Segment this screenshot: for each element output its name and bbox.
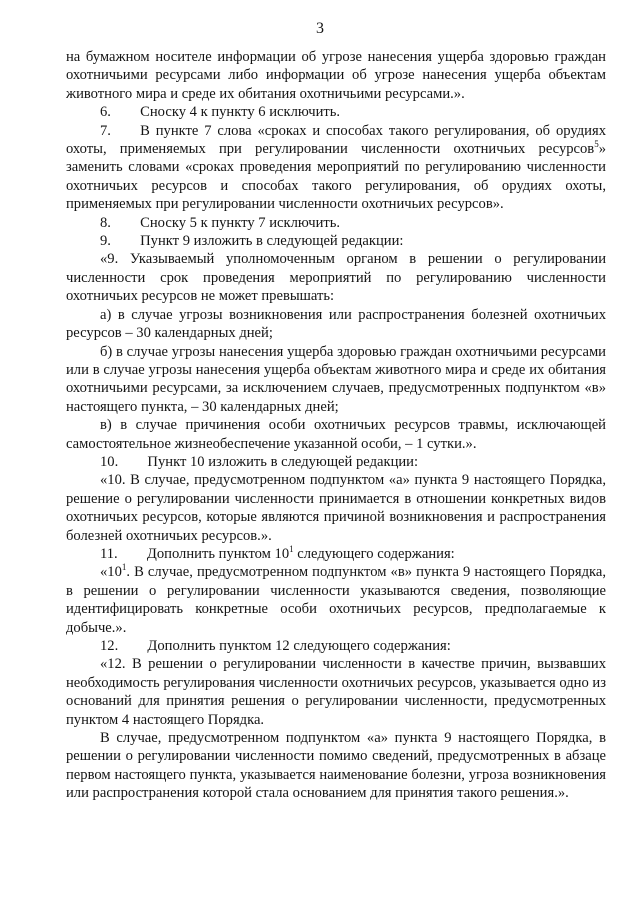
footnote-superscript: 1 (121, 562, 127, 573)
document-body (66, 48, 606, 803)
paragraph-text: 8. Сноску 5 к пункту 7 исключить. (100, 214, 341, 231)
footnote-superscript: 1 (289, 544, 294, 555)
paragraph-text: 7. В пункте 7 слова «сроках и способах такого регулирования, об орудиях охоты, применяемых при регулировании численности охотничьих ресурсов (66, 122, 606, 158)
paragraph (66, 729, 606, 803)
paragraph-text-continued: . В случае, предусмотренном подпунктом «в» пункта 9 настоящего Порядка, в решении о регулировании численности указываются сведения, позволяющие идентифицировать конкретные особи охотничьих ресурсов, предполагаемые к добыче.». (66, 564, 606, 636)
paragraph-text: «10 (100, 564, 122, 581)
paragraph (66, 232, 606, 250)
paragraph (66, 250, 606, 305)
paragraph (66, 416, 606, 453)
footnote-superscript: 5 (594, 139, 599, 150)
paragraph-text: 9. Пункт 9 изложить в следующей редакции: (100, 233, 404, 250)
paragraph-text: б) в случае угрозы нанесения ущерба здоровью граждан охотничьими ресурсами или в случае угрозы нанесения ущерба объектам животного мира и среде их обитания охотничьими ресурсами, за исключением случаев, предусмотренных подпунктом «в» настоящего пункта, – 30 календарных дней; (66, 343, 606, 415)
paragraph (66, 545, 606, 563)
paragraph (66, 343, 606, 417)
paragraph-text: на бумажном носителе информации об угрозе нанесения ущерба здоровью граждан охотничьими ресурсами либо информации об угрозе нанесения ущерба объектам животного мира и среде их обитания охотничьими ресурсами.». (66, 49, 606, 102)
paragraph-text: 11. Дополнить пунктом 10 (100, 545, 290, 562)
paragraph-text: В случае, предусмотренном подпунктом «а» пункта 9 настоящего Порядка, в решении о регулировании численности помимо сведений, предусмотренных в абзаце первом настоящего пункта, указывается наименование болезни, угроза возникновения или распространения которой стала основанием для принятия такого решения.». (66, 730, 606, 802)
paragraph-text: в) в случае причинения особи охотничьих ресурсов травмы, исключающей самостоятельное жизнеобеспечение указанной особи, – 1 сутки.». (66, 417, 606, 452)
paragraph (66, 122, 606, 214)
paragraph (66, 214, 606, 232)
paragraph (66, 655, 606, 729)
paragraph (66, 637, 606, 655)
page-number: 3 (316, 20, 324, 37)
paragraph-text: а) в случае угрозы возникновения или распространения болезней охотничьих ресурсов – 30 календарных дней; (66, 306, 606, 342)
paragraph (66, 471, 606, 545)
paragraph (66, 563, 606, 637)
paragraph-text-continued: » заменить словами «сроках проведения мероприятий по регулированию численности охотничьих ресурсов и способах такого регулирования, об орудиях охоты, применяемых при регулировании численности охотничьих ресурсов». (66, 141, 606, 213)
paragraph-text: «10. В случае, предусмотренном подпунктом «а» пункта 9 настоящего Порядка, решение о регулировании численности принимается в отношении конкретных видов охотничьих ресурсов, которые являются причиной возникновения и распространения болезней охотничьих ресурсов.». (66, 472, 606, 544)
paragraph-text: «12. В решении о регулировании численности в качестве причин, вызвавших необходимость регулирования численности охотничьих ресурсов, указывается одно из оснований для принятия решения о регулировании численности, предусмотренных пунктом 4 настоящего Порядка. (66, 656, 606, 728)
paragraph-text: «9. Указываемый уполномоченным органом в решении о регулировании численности срок проведения мероприятий по регулированию численности охотничьих ресурсов не может превышать: (66, 251, 606, 305)
paragraph (66, 306, 606, 343)
paragraph (66, 48, 606, 103)
paragraph-text: 12. Дополнить пунктом 12 следующего содержания: (100, 638, 451, 654)
paragraph (66, 453, 606, 471)
paragraph-text: 10. Пункт 10 изложить в следующей редакции: (100, 453, 419, 470)
paragraph-text-continued: следующего содержания: (293, 545, 455, 562)
paragraph-text: 6. Сноску 4 к пункту 6 исключить. (100, 104, 341, 121)
paragraph (66, 103, 606, 121)
